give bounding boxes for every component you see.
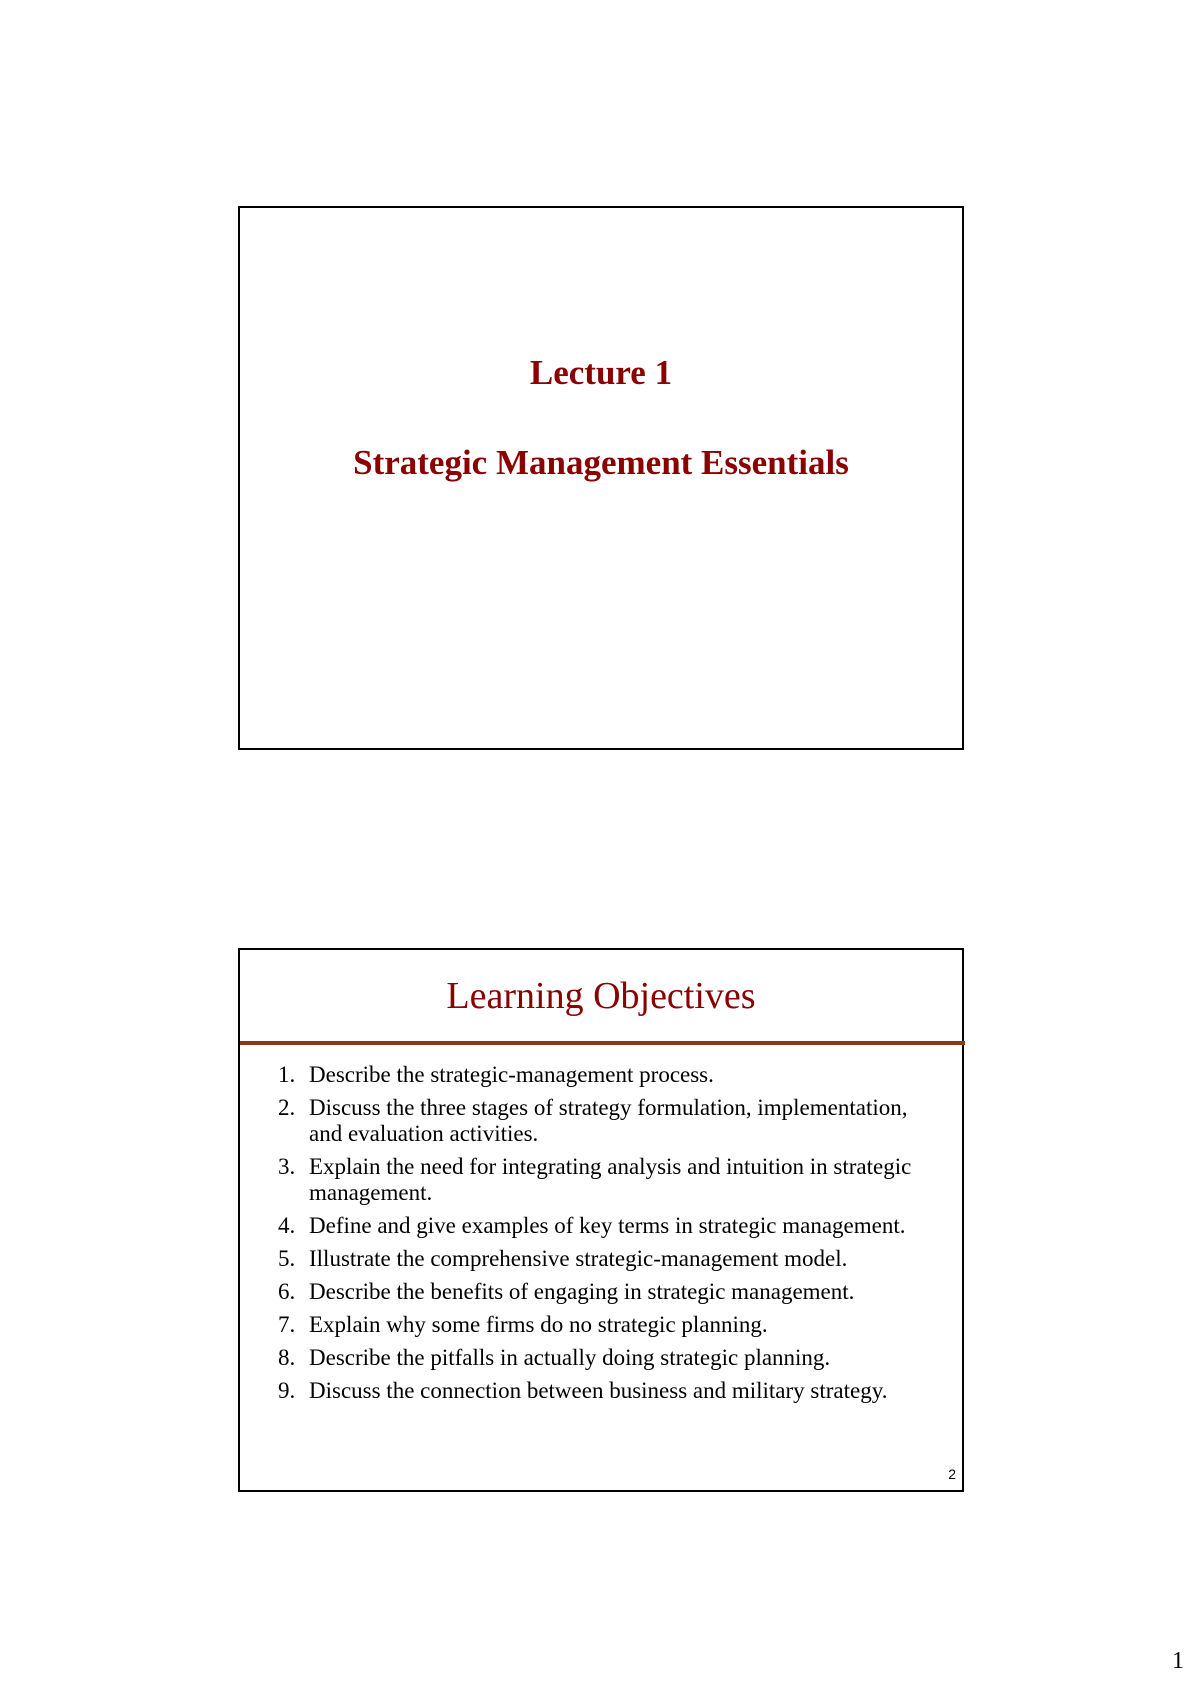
item-number: 5.	[278, 1246, 296, 1271]
list-item	[278, 1246, 938, 1272]
slide-number: 2	[948, 1466, 956, 1482]
objectives-list	[278, 1062, 938, 1411]
list-item	[278, 1213, 938, 1239]
list-item	[278, 1154, 938, 1206]
page-number: 1	[1172, 1648, 1184, 1674]
lecture-subtitle: Strategic Management Essentials	[353, 443, 849, 482]
heading-divider	[240, 1041, 965, 1045]
item-number: 3.	[278, 1154, 296, 1179]
slide-title-block	[240, 353, 962, 483]
slide-learning-objectives	[238, 948, 964, 1492]
item-text: Describe the benefits of engaging in strategic management.	[309, 1279, 855, 1304]
item-number: 9.	[278, 1378, 296, 1403]
item-text: Illustrate the comprehensive strategic-management model.	[309, 1246, 848, 1271]
item-number: 4.	[278, 1213, 296, 1238]
list-item	[278, 1062, 938, 1088]
item-text: Describe the pitfalls in actually doing strategic planning.	[309, 1345, 831, 1370]
item-number: 1.	[278, 1062, 296, 1087]
item-text: Explain why some firms do no strategic planning.	[309, 1312, 768, 1337]
list-item	[278, 1345, 938, 1371]
item-number: 2.	[278, 1095, 296, 1120]
list-item	[278, 1312, 938, 1338]
item-number: 7.	[278, 1312, 296, 1337]
item-text: Define and give examples of key terms in strategic management.	[309, 1213, 906, 1238]
slide-lecture-title	[238, 206, 964, 750]
item-text: Describe the strategic-management process.	[309, 1062, 714, 1087]
item-text: Discuss the connection between business and military strategy.	[309, 1378, 888, 1403]
objectives-heading: Learning Objectives	[446, 975, 756, 1017]
list-item	[278, 1378, 938, 1404]
item-text: Discuss the three stages of strategy formulation, implementation, and evaluation activities.	[309, 1095, 908, 1146]
item-number: 6.	[278, 1279, 296, 1304]
item-text: Explain the need for integrating analysis and intuition in strategic management.	[309, 1154, 912, 1205]
lecture-title: Lecture 1	[529, 353, 673, 392]
list-item	[278, 1095, 938, 1147]
item-number: 8.	[278, 1345, 296, 1370]
list-item	[278, 1279, 938, 1305]
